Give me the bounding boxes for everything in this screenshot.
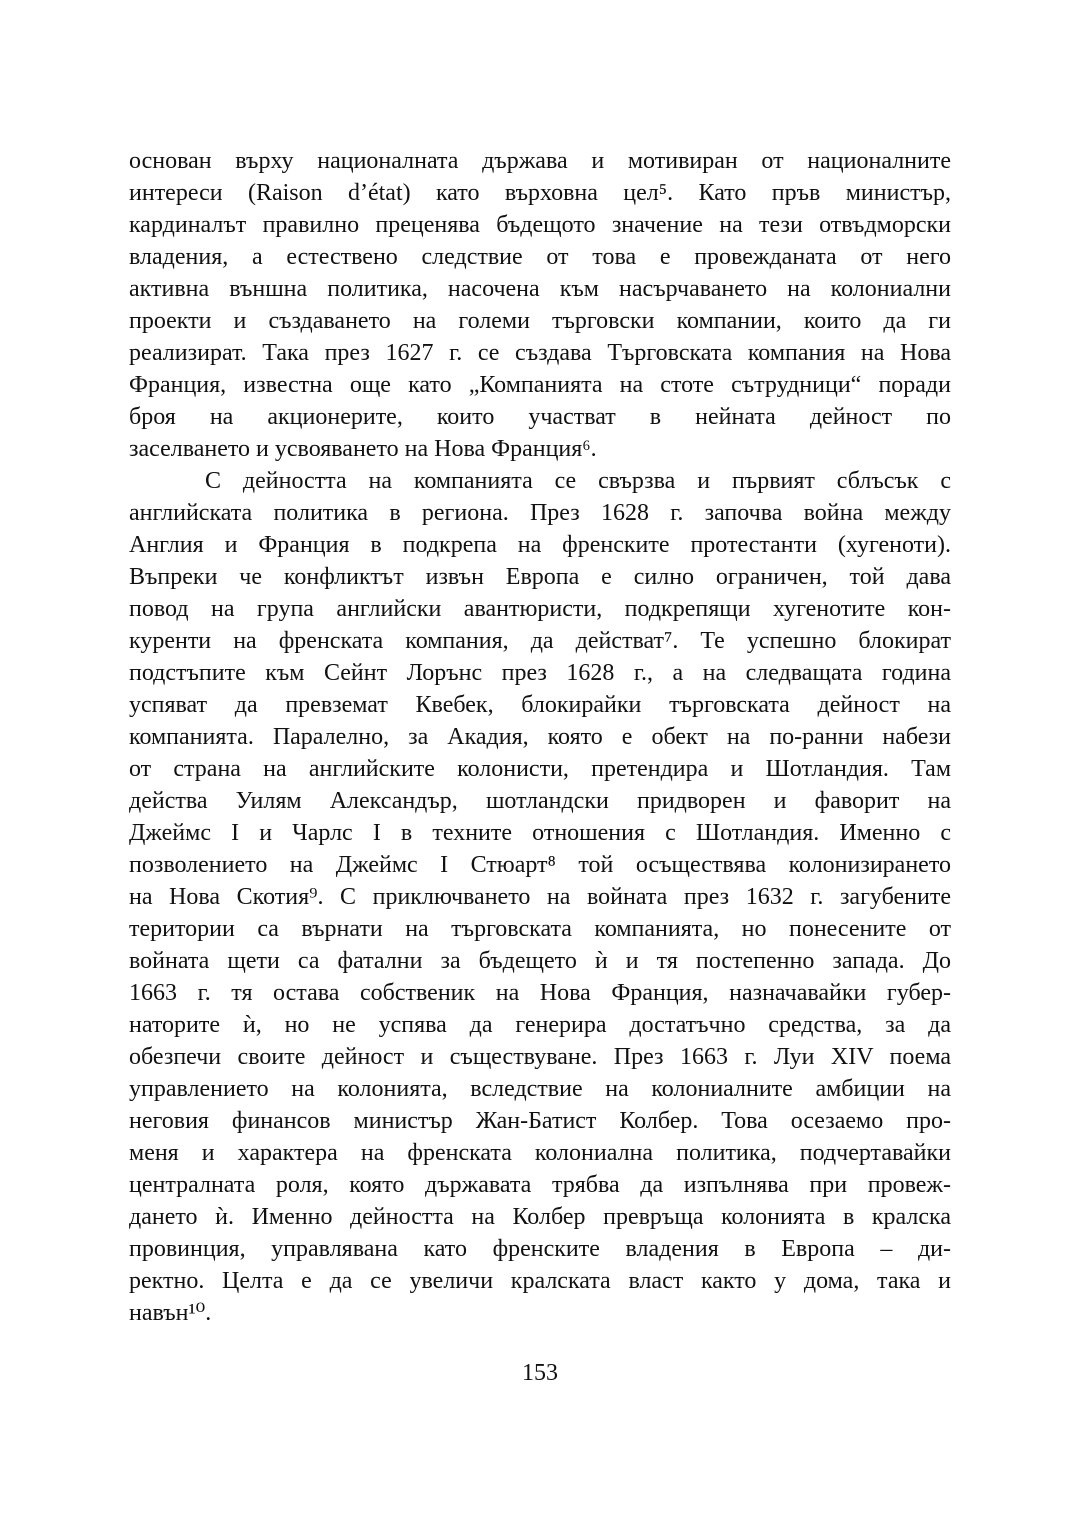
text-line: провинция, управлявана като френските владения в Европа – ди- bbox=[129, 1236, 951, 1262]
text-line: войната щети са фатални за бъдещето ѝ и тя постепенно запада. До bbox=[129, 948, 951, 974]
text-line: Франция, известна още като „Компанията на стоте сътрудници“ поради bbox=[129, 372, 951, 398]
text-line: успяват да превземат Квебек, блокирайки търговската дейност на bbox=[129, 692, 951, 718]
text-line: наторите ѝ, но не успява да генерира достатъчно средства, за да bbox=[129, 1012, 951, 1038]
text-line: С дейността на компанията се свързва и първият сблъсък с bbox=[205, 468, 951, 494]
page-number: 153 bbox=[522, 1360, 558, 1386]
text-line: активна външна политика, насочена към насърчаването на колониални bbox=[129, 276, 951, 302]
text-line: интереси (Raison d’état) като върховна цел⁵. Като пръв министър, bbox=[129, 180, 951, 206]
text-line: английската политика в региона. През 1628 г. започва война между bbox=[129, 500, 951, 526]
text-line: меня и характера на френската колониална политика, подчертавайки bbox=[129, 1140, 951, 1166]
text-line: заселването и усвояването на Нова Франция⁶. bbox=[129, 436, 597, 462]
text-line: реализират. Така през 1627 г. се създава Търговската компания на Нова bbox=[129, 340, 951, 366]
text-line: куренти на френската компания, да действат⁷. Те успешно блокират bbox=[129, 628, 951, 654]
text-line: обезпечи своите дейност и съществуване. През 1663 г. Луи XIV поема bbox=[129, 1044, 951, 1070]
text-line: Въпреки че конфликтът извън Европа е силно ограничен, той дава bbox=[129, 564, 951, 590]
text-line: позволението на Джеймс I Стюарт⁸ той осъществява колонизирането bbox=[129, 852, 951, 878]
page bbox=[129, 0, 951, 1389]
text-line: от страна на английските колонисти, претендира и Шотландия. Там bbox=[129, 756, 951, 782]
text-line: ректно. Целта е да се увеличи кралската власт както у дома, така и bbox=[129, 1268, 951, 1294]
paragraph bbox=[129, 145, 951, 465]
text-line: дането ѝ. Именно дейността на Колбер превръща колонията в кралска bbox=[129, 1204, 951, 1230]
text-line: Англия и Франция в подкрепа на френските протестанти (хугеноти). bbox=[129, 532, 951, 558]
paragraph bbox=[129, 465, 951, 1329]
text-line: неговия финансов министър Жан-Батист Колбер. Това осезаемо про- bbox=[129, 1108, 951, 1134]
text-line: на Нова Скотия⁹. С приключването на войната през 1632 г. загубените bbox=[129, 884, 951, 910]
text-line: територии са върнати на търговската компанията, но понесените от bbox=[129, 916, 951, 942]
text-line: управлението на колонията, вследствие на колониалните амбиции на bbox=[129, 1076, 951, 1102]
text-line: основан върху националната държава и мотивиран от националните bbox=[129, 148, 951, 174]
text-line: компанията. Паралелно, за Акадия, която е обект на по-ранни набези bbox=[129, 724, 951, 750]
text-line: повод на група английски авантюристи, подкрепящи хугенотите кон- bbox=[129, 596, 951, 622]
text-line: броя на акционерите, които участват в нейната дейност по bbox=[129, 404, 951, 430]
text-line: подстъпите към Сейнт Лорънс през 1628 г., а на следващата година bbox=[129, 660, 951, 686]
text-line: владения, а естествено следствие от това е провежданата от него bbox=[129, 244, 951, 270]
text-line: проекти и създаването на големи търговски компании, които да ги bbox=[129, 308, 951, 334]
text-line: централната роля, която държавата трябва да изпълнява при провеж- bbox=[129, 1172, 951, 1198]
text-line: навън¹⁰. bbox=[129, 1300, 212, 1326]
text-line: действа Уилям Александър, шотландски придворен и фаворит на bbox=[129, 788, 951, 814]
text-line: кардиналът правилно преценява бъдещото значение на тези отвъдморски bbox=[129, 212, 951, 238]
text-line: Джеймс I и Чарлс I в техните отношения с Шотландия. Именно с bbox=[129, 820, 951, 846]
text-line: 1663 г. тя остава собственик на Нова Франция, назначавайки губер- bbox=[129, 980, 951, 1006]
